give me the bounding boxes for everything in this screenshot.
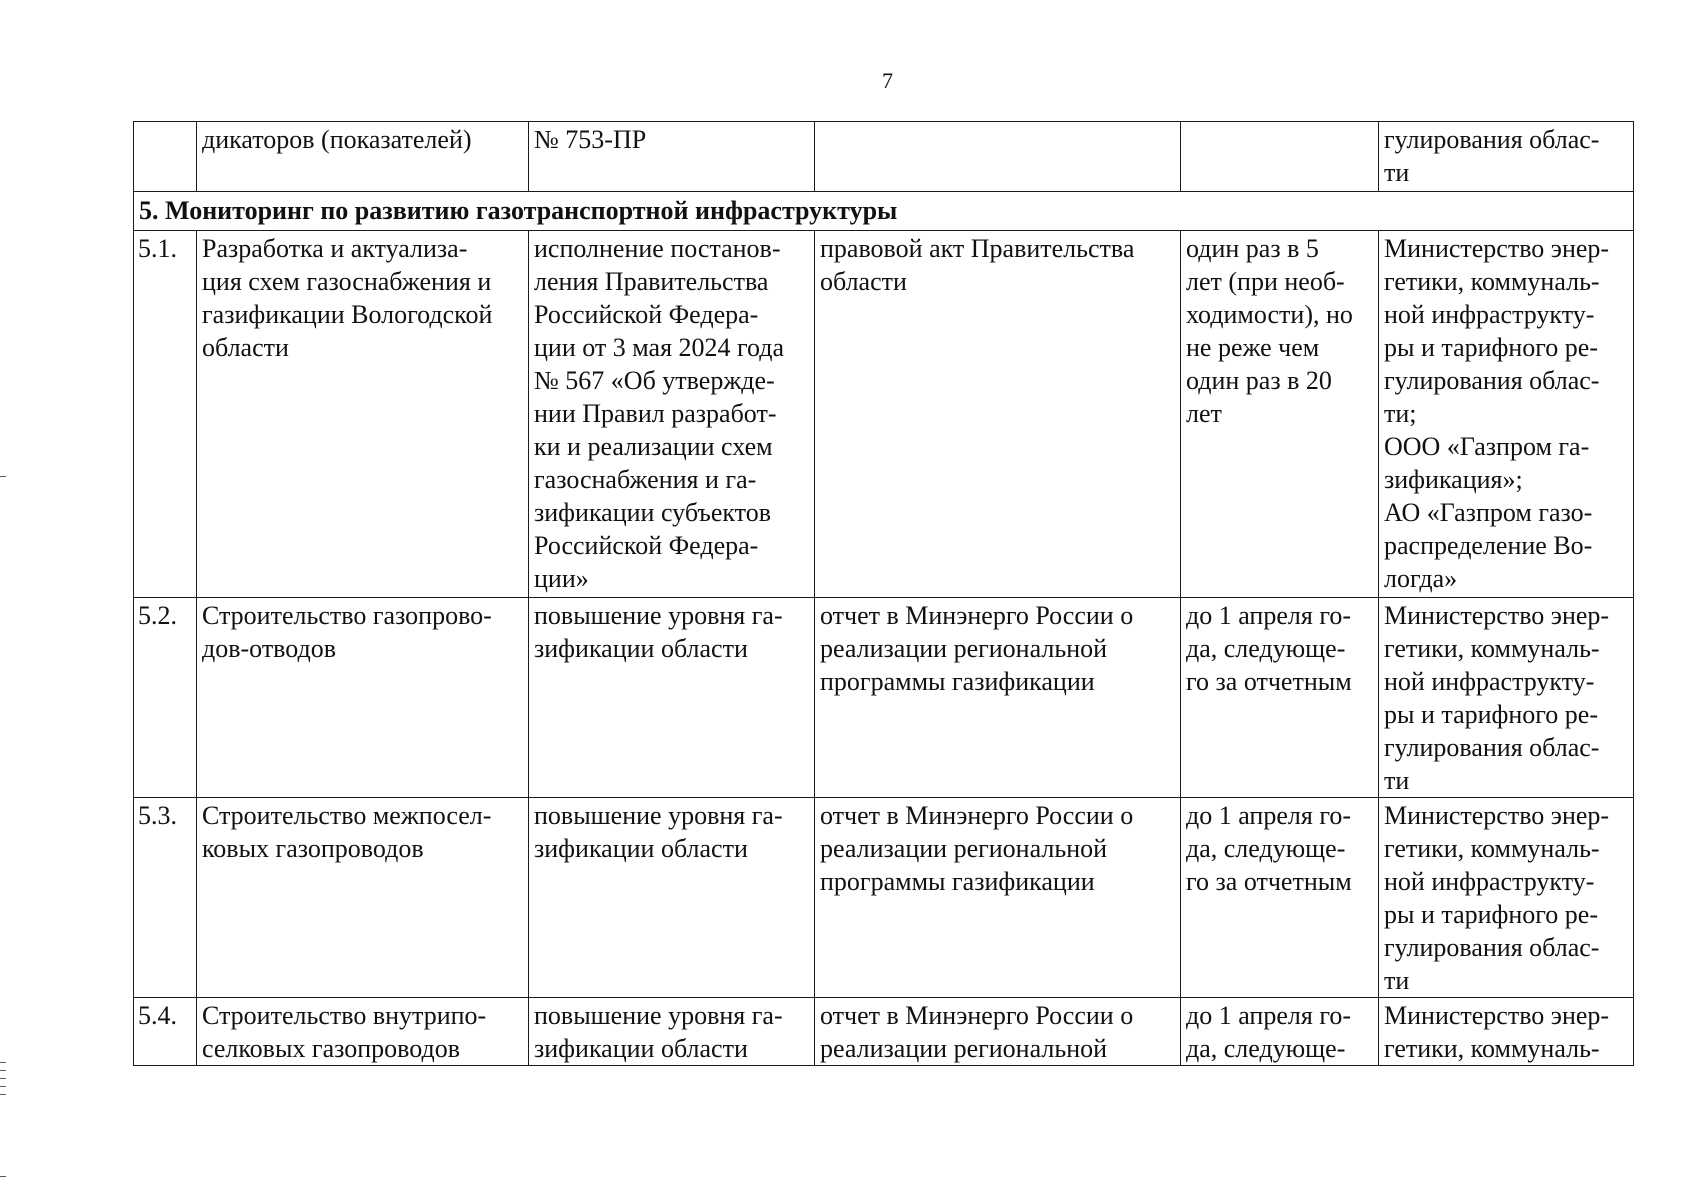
cell-text-line: ры и тарифного ре- — [1384, 900, 1598, 929]
cell-text-line: ной инфраструкту- — [1384, 867, 1595, 896]
cell-text-line: гетики, коммуналь- — [1384, 267, 1600, 296]
margin-mark — [0, 1086, 6, 1087]
cell-text-line: Министерство энер- — [1384, 234, 1610, 263]
table-row — [134, 798, 1634, 998]
cell-text-line: ной инфраструкту- — [1384, 667, 1595, 696]
cell-text-line: ти — [1384, 158, 1410, 187]
cell-text-line: ковых газопроводов — [202, 834, 424, 863]
cell-text-line: Строительство межпосел- — [202, 801, 492, 830]
cell-text-line: нии Правил разработ- — [534, 399, 777, 428]
basis-cell — [529, 798, 815, 998]
cell-text-line: лет (при необ- — [1186, 267, 1345, 296]
cell-text-line: зификации субъектов — [534, 498, 771, 527]
cell-text-line: гулирования облас- — [1384, 366, 1600, 395]
continuation-row — [134, 122, 1634, 192]
cell-text-line: да, следующе- — [1186, 834, 1346, 863]
cell-text-line: ции от 3 мая 2024 года — [534, 333, 785, 362]
section-header-row — [134, 192, 1634, 231]
cell-text-line: дикаторов (показателей) — [202, 125, 472, 154]
cell-text-line: го за отчетным — [1186, 867, 1352, 896]
cell-text-line: Строительство внутрипо- — [202, 1001, 487, 1030]
cell-text-line: гетики, коммуналь- — [1384, 834, 1600, 863]
cell-text-line: зификации области — [534, 1034, 748, 1063]
responsible-cell — [1379, 122, 1634, 192]
cell-text-line: газоснабжения и га- — [534, 465, 757, 494]
cell-text-line: № 567 «Об утвержде- — [534, 366, 775, 395]
cell-text-line: ления Правительства — [534, 267, 769, 296]
cell-text-line: отчет в Минэнерго России о — [820, 1001, 1134, 1030]
cell-text-line: ти — [1384, 766, 1410, 795]
basis-cell — [529, 598, 815, 798]
cell-text-line: ки и реализации схем — [534, 432, 773, 461]
measure-name-cell — [197, 598, 529, 798]
measure-name-cell — [197, 798, 529, 998]
cell-text-line: повышение уровня га- — [534, 801, 783, 830]
cell-text-line: да, следующе- — [1186, 634, 1346, 663]
monitoring-table — [133, 121, 1634, 1066]
section-title: 5. Мониторинг по развитию газотранспортной инфраструктуры — [134, 192, 1634, 231]
measure-name-cell — [197, 122, 529, 192]
responsible-cell — [1379, 231, 1634, 598]
cell-text-line: реализации региональной — [820, 1034, 1108, 1063]
cell-text-line: АО «Газпром газо- — [1384, 498, 1593, 527]
cell-text-line: реализации региональной — [820, 634, 1108, 663]
cell-text-line: реализации региональной — [820, 834, 1108, 863]
cell-text-line: газификации Вологодской — [202, 300, 493, 329]
row-number-cell: 5.2. — [134, 598, 197, 798]
row-number-cell — [134, 122, 197, 192]
responsible-cell — [1379, 598, 1634, 798]
reporting-form-cell — [815, 598, 1181, 798]
cell-text-line: ры и тарифного ре- — [1384, 333, 1598, 362]
cell-text-line: гулирования облас- — [1384, 125, 1600, 154]
cell-text-line: гетики, коммуналь- — [1384, 1034, 1600, 1063]
margin-mark — [0, 1078, 6, 1079]
cell-text-line: гулирования облас- — [1384, 933, 1600, 962]
cell-text-line: лет — [1186, 399, 1222, 428]
table-row — [134, 598, 1634, 798]
cell-text-line: ной инфраструкту- — [1384, 300, 1595, 329]
margin-mark — [0, 1094, 6, 1095]
cell-text-line: Министерство энер- — [1384, 601, 1610, 630]
cell-text-line: зификации области — [534, 634, 748, 663]
cell-text-line: области — [820, 267, 907, 296]
cell-text-line: Разработка и актуализа- — [202, 234, 468, 263]
row-number-cell: 5.1. — [134, 231, 197, 598]
cell-text-line: правовой акт Правительства — [820, 234, 1135, 263]
cell-text-line: селковых газопроводов — [202, 1034, 461, 1063]
deadline-cell — [1181, 798, 1379, 998]
margin-mark — [0, 1176, 6, 1177]
reporting-form-cell — [815, 122, 1181, 192]
cell-text-line: го за отчетным — [1186, 667, 1352, 696]
deadline-cell — [1181, 598, 1379, 798]
basis-cell — [529, 231, 815, 598]
reporting-form-cell — [815, 998, 1181, 1066]
cell-text-line: ция схем газоснабжения и — [202, 267, 492, 296]
cell-text-line: отчет в Минэнерго России о — [820, 801, 1134, 830]
deadline-cell — [1181, 122, 1379, 192]
cell-text-line: Строительство газопрово- — [202, 601, 492, 630]
cell-text-line: отчет в Минэнерго России о — [820, 601, 1134, 630]
cell-text-line: логда» — [1384, 564, 1458, 593]
cell-text-line: один раз в 5 — [1186, 234, 1319, 263]
cell-text-line: области — [202, 333, 289, 362]
page-number: 7 — [882, 68, 893, 93]
cell-text-line: исполнение постанов- — [534, 234, 781, 263]
margin-mark — [0, 476, 6, 477]
responsible-cell — [1379, 998, 1634, 1066]
row-number-cell: 5.4. — [134, 998, 197, 1066]
cell-text-line: ры и тарифного ре- — [1384, 700, 1598, 729]
responsible-cell — [1379, 798, 1634, 998]
cell-text-line: ции» — [534, 564, 589, 593]
cell-text-line: программы газификации — [820, 867, 1095, 896]
cell-text-line: до 1 апреля го- — [1186, 601, 1351, 630]
cell-text-line: зификации области — [534, 834, 748, 863]
cell-text-line: дов-отводов — [202, 634, 337, 663]
cell-text-line: программы газификации — [820, 667, 1095, 696]
cell-text-line: ходимости), но — [1186, 300, 1353, 329]
cell-text-line: Министерство энер- — [1384, 1001, 1610, 1030]
cell-text-line: Российской Федера- — [534, 300, 759, 329]
cell-text-line: № 753-ПР — [534, 125, 647, 154]
deadline-cell — [1181, 231, 1379, 598]
reporting-form-cell — [815, 231, 1181, 598]
basis-cell — [529, 122, 815, 192]
measure-name-cell — [197, 998, 529, 1066]
row-number-cell: 5.3. — [134, 798, 197, 998]
cell-text-line: гулирования облас- — [1384, 733, 1600, 762]
cell-text-line: не реже чем — [1186, 333, 1320, 362]
cell-text-line: ти — [1384, 966, 1410, 995]
cell-text-line: один раз в 20 — [1186, 366, 1332, 395]
cell-text-line: до 1 апреля го- — [1186, 1001, 1351, 1030]
cell-text-line: гетики, коммуналь- — [1384, 634, 1600, 663]
cell-text-line: повышение уровня га- — [534, 1001, 783, 1030]
measure-name-cell — [197, 231, 529, 598]
basis-cell — [529, 998, 815, 1066]
deadline-cell — [1181, 998, 1379, 1066]
reporting-form-cell — [815, 798, 1181, 998]
table-row — [134, 998, 1634, 1066]
cell-text-line: да, следующе- — [1186, 1034, 1346, 1063]
cell-text-line: Российской Федера- — [534, 531, 759, 560]
table-row — [134, 231, 1634, 598]
cell-text-line: ти; — [1384, 399, 1417, 428]
cell-text-line: ООО «Газпром га- — [1384, 432, 1590, 461]
margin-mark — [0, 1062, 6, 1063]
cell-text-line: повышение уровня га- — [534, 601, 783, 630]
cell-text-line: до 1 апреля го- — [1186, 801, 1351, 830]
cell-text-line: распределение Во- — [1384, 531, 1593, 560]
cell-text-line: Министерство энер- — [1384, 801, 1610, 830]
cell-text-line: зификация»; — [1384, 465, 1523, 494]
margin-mark — [0, 1070, 6, 1071]
